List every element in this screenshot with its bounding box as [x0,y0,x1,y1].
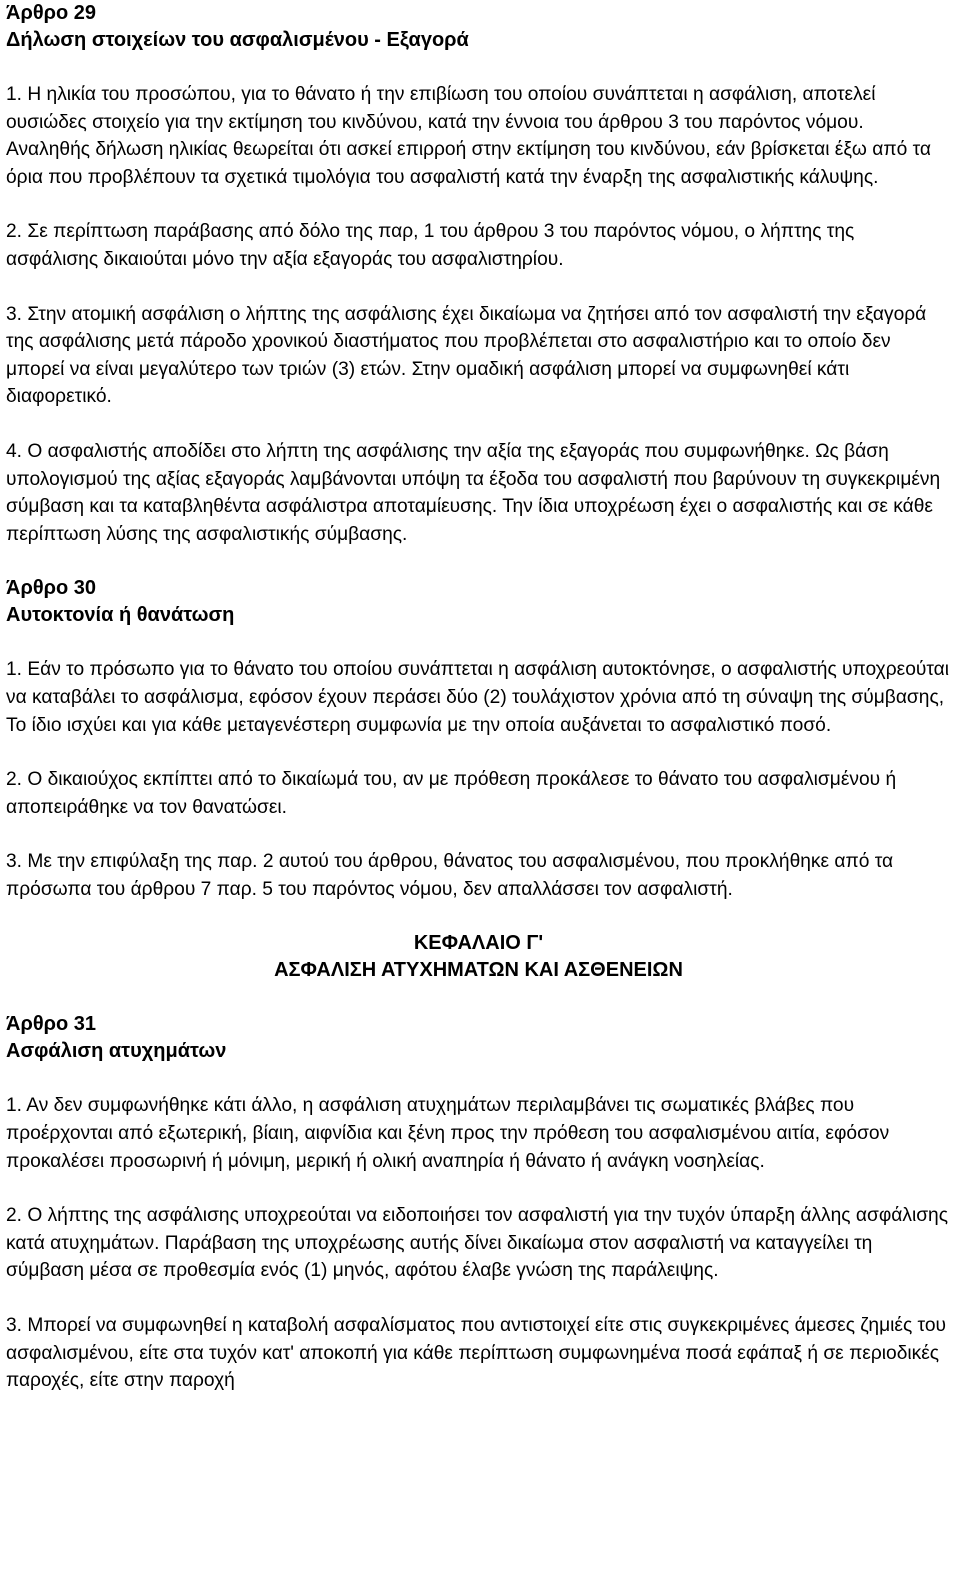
article-29-title: Δήλωση στοιχείων του ασφαλισμένου - Εξαγορά [6,29,469,51]
article-29-paragraph-1: 1. Η ηλικία του προσώπου, για το θάνατο ή την επιβίωση του οποίου συνάπτεται η ασφάλιση, αποτελεί ουσιώδες στοιχείο για την εκτίμηση του κινδύνου, κατά την έννοια του άρθρου 3 του παρόντος νόμου. Αναληθής δήλωση ηλικίας θεωρείται ότι ασκεί επιρροή στην εκτίμηση του κινδύνου, εάν βρίσκεται έξω από τα όρια που προβλέπουν τα σχετικά τιμολόγια του ασφαλιστή κατά την έναρξη της ασφαλιστικής κάλυψης. [6,84,931,188]
article-30-number: Άρθρο 30 [6,577,97,600]
article-31-paragraph-3: 3. Μπορεί να συμφωνηθεί η καταβολή ασφαλίσματος που αντιστοιχεί είτε στις συγκεκριμένες άμεσες ζημιές του ασφαλισμένου, είτε στα τυχόν κατ' αποκοπή για κάθε περίπτωση συμφωνημένα ποσά εφάπαξ ή σε περιοδικές παροχές, είτε στην παροχή [6,1315,946,1392]
chapter-number: ΚΕΦΑΛΑΙΟ Γ' [413,932,544,955]
article-29-heading [6,0,951,54]
article-31-number: Άρθρο 31 [6,1013,97,1036]
article-29 [6,0,951,548]
article-30-paragraph-1: 1. Εάν το πρόσωπο για το θάνατο του οποίου συνάπτεται η ασφάλιση αυτοκτόνησε, ο ασφαλιστής υποχρεούται να καταβάλει το ασφάλισμα, εφόσον έχουν περάσει δύο (2) τουλάχιστον χρόνια από τη σύναψη της σύμβασης, Το ίδιο ισχύει και για κάθε μεταγενέστερη συμφωνία με την οποία αυξάνεται το ασφαλιστικό ποσό. [6,659,950,736]
chapter-title: ΑΣΦΑΛΙΣΗ ΑΤΥΧΗΜΑΤΩΝ ΚΑΙ ΑΣΘΕΝΕΙΩΝ [274,959,683,982]
article-31-paragraph-1: 1. Αν δεν συμφωνήθηκε κάτι άλλο, η ασφάλιση ατυχημάτων περιλαμβάνει τις σωματικές βλάβες που προέρχονται από εξωτερική, βίαιη, αιφνίδια και ξένη προς την πρόθεση του ασφαλισμένου αιτία, εφόσον προκαλέσει προσωρινή ή μόνιμη, μερική ή ολική αναπηρία ή θάνατο ή ανάγκη νοσηλείας. [6,1095,890,1172]
document-page [6,0,951,1422]
article-29-paragraph-4: 4. Ο ασφαλιστής αποδίδει στο λήπτη της ασφάλισης την αξία της εξαγοράς που συμφωνήθηκε. Ως βάση υπολογισμού της αξίας εξαγοράς λαμβάνονται υπόψη τα έξοδα του ασφαλιστή που βαρύνουν τη συγκεκριμένη σύμβαση και τα καταβληθέντα ασφάλιστρα αποταμίευσης. Την ίδια υποχρέωση έχει ο ασφαλιστής και σε κάθε περίπτωση λύσης της ασφαλιστικής σύμβασης. [6,440,941,545]
article-31-heading [6,1011,951,1065]
chapter-heading [6,930,951,984]
article-30 [6,575,951,903]
article-31-paragraph-2: 2. Ο λήπτης της ασφάλισης υποχρεούται να ειδοποιήσει τον ασφαλιστή για την τυχόν ύπαρξη άλλης ασφάλισης κατά ατυχημάτων. Παράβαση της υποχρέωσης αυτής δίνει δικαίωμα στον ασφαλιστή να καταγγείλει τη σύμβαση μέσα σε προθεσμία ενός (1) μηνός, αφότου έλαβε γνώση της παράλειψης. [6,1205,948,1282]
article-29-paragraph-3: 3. Στην ατομική ασφάλιση ο λήπτης της ασφάλισης έχει δικαίωμα να ζητήσει από τον ασφαλιστή την εξαγορά της ασφάλισης μετά πάροδο χρονικού διαστήματος που προβλέπεται στο ασφαλιστήριο και το οποίο δεν μπορεί να είναι μεγαλύτερο των τριών (3) ετών. Στην ομαδική ασφάλιση μπορεί να συμφωνηθεί κάτι διαφορετικό. [6,303,927,408]
article-30-title: Αυτοκτονία ή θανάτωση [6,604,235,627]
article-30-paragraph-3: 3. Με την επιφύλαξη της παρ. 2 αυτού του άρθρου, θάνατος του ασφαλισμένου, που προκλήθηκε από τα πρόσωπα του άρθρου 7 παρ. 5 του παρόντος νόμου, δεν απαλλάσσει τον ασφαλιστή. [6,851,894,900]
article-30-paragraph-2: 2. Ο δικαιούχος εκπίπτει από το δικαίωμά του, αν με πρόθεση προκάλεσε το θάνατο του ασφαλισμένου ή αποπειράθηκε να τον θανατώσει. [6,769,897,818]
article-29-paragraph-2: 2. Σε περίπτωση παράβασης από δόλο της παρ, 1 του άρθρου 3 του παρόντος νόμου, ο λήπτης της ασφάλισης δικαιούται μόνο την αξία εξαγοράς του ασφαλιστηρίου. [6,221,855,270]
article-30-heading [6,575,951,629]
article-31 [6,1011,951,1394]
article-31-title: Ασφάλιση ατυχημάτων [6,1040,227,1063]
article-29-number: Άρθρο 29 [6,2,97,24]
